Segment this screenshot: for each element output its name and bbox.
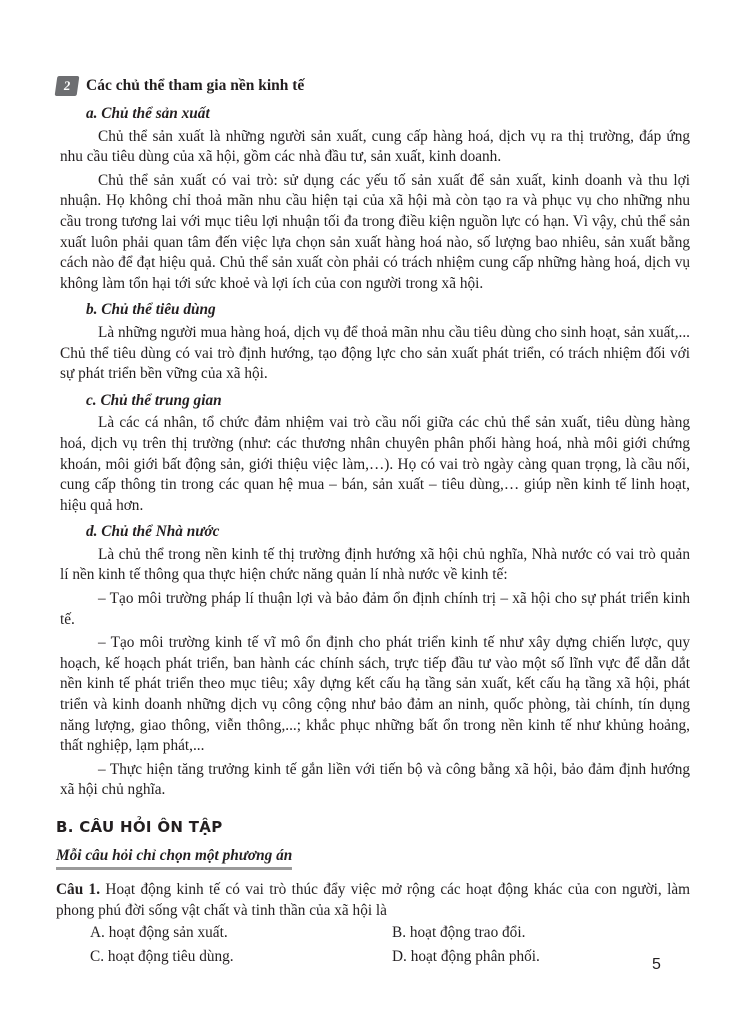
subsection-heading-d: d. Chủ thể Nhà nước (86, 523, 220, 541)
page-content (56, 74, 691, 968)
question-label: Câu 1. (56, 881, 101, 899)
paragraph: Chủ thể sản xuất là những người sản xuất, cung cấp hàng hoá, dịch vụ ra thị trường, đáp ứng nhu cầu tiêu dùng của xã hội, gồm các nhà đầu tư, sản xuất, kinh doanh. (60, 127, 690, 166)
subsection-heading-c: c. Chủ thể trung gian (86, 391, 222, 409)
subsection-heading-a: a. Chủ thể sản xuất (86, 105, 210, 122)
option-c: C. hoạt động tiêu dùng. (90, 947, 234, 965)
bullet-paragraph: – Tạo môi trường pháp lí thuận lợi và bảo đảm ổn định chính trị – xã hội cho sự phát triển kinh tế. (60, 590, 690, 628)
section-title: Các chủ thể tham gia nền kinh tế (86, 76, 305, 94)
question-text: Hoạt động kinh tế có vai trò thúc đẩy việc mở rộng các hoạt động khác của con người, làm phong phú đời sống vật chất và tinh thần của xã hội là (56, 881, 691, 919)
bullet-paragraph: – Thực hiện tăng trưởng kinh tế gắn liền với tiến bộ và công bằng xã hội, bảo đảm định hướng xã hội chủ nghĩa. (60, 760, 690, 799)
paragraph: Chủ thể sản xuất có vai trò: sử dụng các yếu tố sản xuất để sản xuất, kinh doanh và thu lợi nhuận. Họ không chỉ thoả mãn nhu cầu hiện tại của xã hội mà còn tạo ra và phục vụ cho những nhu cầu trong tương lai với mục tiêu lợi nhuận tối đa trong điều kiện nguồn lực có hạn. Vì vậy, chủ thể sản xuất luôn phải quan tâm đến việc lựa chọn sản xuất hàng hoá nào, số lượng bao nhiêu, sản xuất bằng cách nào để đạt hiệu quả. Chủ thể sản xuất còn phải có trách nhiệm cung cấp những hàng hoá, dịch vụ không làm tổn hại tới sức khoẻ và lợi ích của con người trong xã hội. (60, 171, 690, 292)
subsection-heading-b: b. Chủ thể tiêu dùng (86, 301, 216, 319)
page-number: 5 (652, 956, 661, 973)
bullet-paragraph: – Tạo môi trường kinh tế vĩ mô ổn định cho phát triển kinh tế như xây dựng chiến lược, quy hoạch, kế hoạch phát triển, ban hành các chính sách, trực tiếp đầu tư vào một số lĩnh vực để dẫn dắt nền kinh tế phát triển theo mục tiêu; xây dựng kết cấu hạ tầng sản xuất, kết cấu hạ tầng xã hội, phát triển và kinh doanh những dịch vụ công cộng như bảo đảm an ninh, quốc phòng, tài chính, tín dụng năng lượng, giao thông, viễn thông,...; khắc phục những bất ổn trong nền kinh tế như khủng hoảng, thất nghiệp, lạm phát,... (60, 634, 690, 755)
option-a: A. hoạt động sản xuất. (90, 924, 228, 942)
section-number-badge: 2 (55, 76, 80, 96)
paragraph: Là những người mua hàng hoá, dịch vụ để thoả mãn nhu cầu tiêu dùng cho sinh hoạt, sản xuất,... Chủ thể tiêu dùng có vai trò định hướng, tạo động lực cho sản xuất phát triển, có trách nhiệm đối với sự phát triển bền vững của xã hội. (60, 323, 690, 383)
paragraph: Là chủ thể trong nền kinh tế thị trường định hướng xã hội chủ nghĩa, Nhà nước có vai trò quản lí nền kinh tế thông qua thực hiện chức năng quản lí nhà nước về kinh tế: (60, 545, 690, 584)
answer-options (90, 923, 690, 967)
instruction-text: Mỗi câu hỏi chỉ chọn một phương án (56, 846, 292, 871)
paragraph: Là các cá nhân, tổ chức đảm nhiệm vai trò cầu nối giữa các chủ thể sản xuất, tiêu dùng hàng hoá, dịch vụ trên thị trường (như: các thương nhân chuyên phân phối hàng hoá, nhà môi giới chứng khoán, môi giới bất động sản, giới thiệu việc làm,…). Họ có vai trò ngày càng quan trọng, là cầu nối, cung cấp thông tin trong các quan hệ mua – bán, sản xuất – tiêu dùng,… giúp nền kinh tế linh hoạt, hiệu quả hơn. (60, 414, 690, 514)
review-heading: B. CÂU HỎI ÔN TẬP (56, 818, 223, 836)
question-1 (56, 880, 690, 921)
option-b: B. hoạt động trao đổi. (392, 924, 526, 942)
option-d: D. hoạt động phân phối. (392, 947, 540, 965)
section-heading (56, 74, 690, 98)
